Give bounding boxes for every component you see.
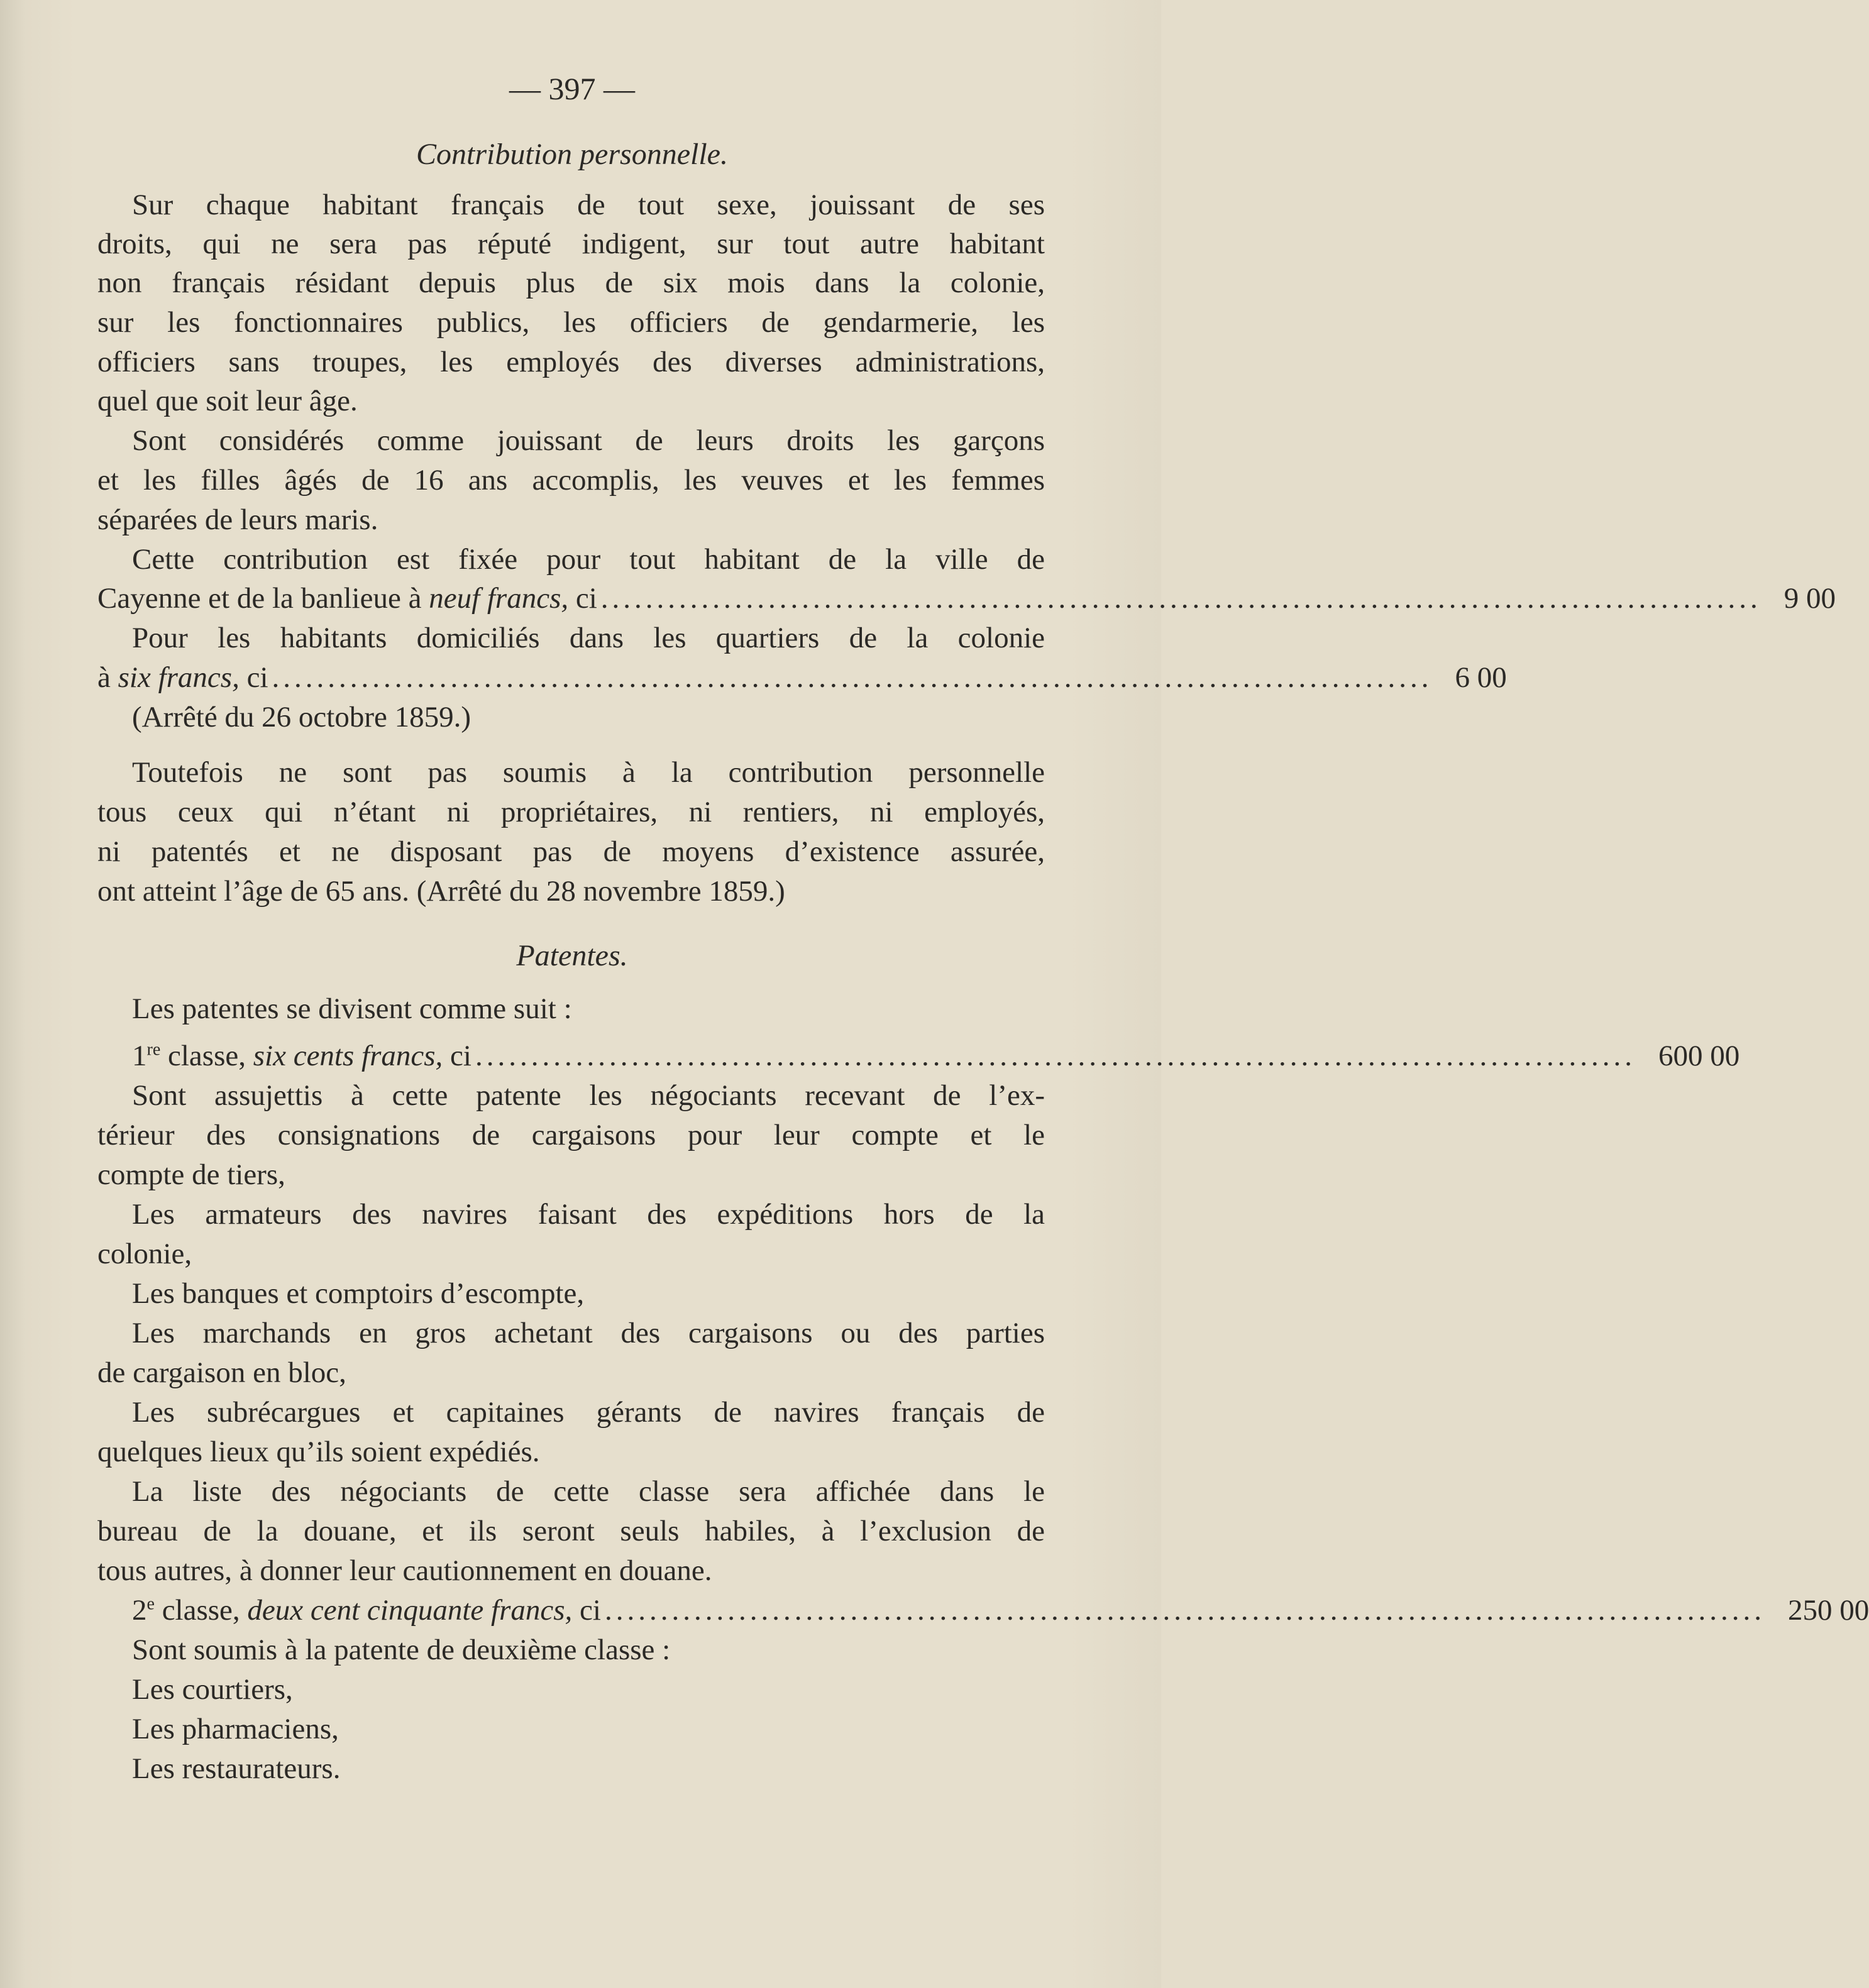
text-line: colonie,	[97, 1238, 192, 1270]
class-superscript: e	[146, 1594, 155, 1614]
text-line: tous autres, à donner leur cautionnement en douane.	[97, 1554, 712, 1587]
text-line: séparées de leurs maris.	[97, 503, 378, 536]
text-line: Pour les habitants domiciliés dans les quartiers de la colonie	[132, 622, 1045, 654]
text-line: compte de tiers,	[97, 1158, 285, 1191]
amount-italic: deux cent cinquante francs,	[247, 1594, 573, 1627]
text-line: Les subrécargues et capitaines gérants de navires français de	[132, 1396, 1045, 1429]
text-line: Les armateurs des navires faisant des expéditions hors de la	[132, 1198, 1045, 1231]
class-number: 2	[132, 1594, 147, 1627]
text-line: quel que soit leur âge.	[97, 385, 358, 417]
leader-dots: ........................................................................................................	[604, 1594, 1765, 1627]
decree-reference: (Arrêté du 26 octobre 1859.)	[132, 701, 471, 733]
ci-label: ci	[572, 1594, 601, 1627]
text-line: Sont soumis à la patente de deuxième classe :	[132, 1634, 671, 1666]
text-line: ni patentés et ne disposant pas de moyens d’existence assurée,	[97, 835, 1045, 868]
text-line: non français résidant depuis plus de six mois dans la colonie,	[97, 266, 1045, 299]
amount-italic: six cents francs,	[253, 1040, 443, 1072]
text-line: et les filles âgés de 16 ans accomplis, les veuves et les femmes	[97, 464, 1045, 497]
section-title-contribution: Contribution personnelle.	[416, 138, 728, 171]
tariff-line-classe-2	[132, 1591, 1869, 1629]
text-line: térieur des consignations de cargaisons pour leur compte et le	[97, 1119, 1045, 1151]
text-line: Les marchands en gros achetant des cargaisons ou des parties	[132, 1317, 1045, 1349]
ci-label: ci	[568, 582, 597, 615]
leader-dots: ........................................................................................................	[272, 661, 1433, 694]
text-line: officiers sans troupes, les employés des diverses administrations,	[97, 346, 1045, 378]
text-span: à	[97, 661, 118, 694]
text-line: tous ceux qui n’étant ni propriétaires, ni rentiers, ni employés,	[97, 796, 1045, 828]
ci-label: ci	[443, 1040, 471, 1072]
tariff-value: 9 00	[1784, 582, 1836, 615]
class-superscript: re	[146, 1040, 161, 1060]
text-line: sur les fonctionnaires publics, les officiers de gendarmerie, les	[97, 306, 1045, 339]
text-line: ont atteint l’âge de 65 ans. (Arrêté du 28 novembre 1859.)	[97, 875, 785, 908]
tariff-value: 600 00	[1658, 1040, 1740, 1072]
tariff-line-ville	[97, 579, 1836, 617]
text-line: Sur chaque habitant français de tout sexe, jouissant de ses	[132, 189, 1045, 221]
text-line: Sont considérés comme jouissant de leurs droits les garçons	[132, 424, 1045, 457]
text-line: La liste des négociants de cette classe sera affichée dans le	[132, 1475, 1045, 1508]
ci-label: ci	[239, 661, 268, 694]
leader-dots: ........................................................................................................	[600, 582, 1761, 615]
page-number: — 397 —	[509, 71, 635, 106]
text-line: Les patentes se divisent comme suit :	[132, 992, 572, 1025]
text-span: Cayenne et de la banlieue à	[97, 582, 429, 615]
tariff-line-classe-1	[132, 1037, 1740, 1075]
section-title-patentes: Patentes.	[516, 939, 628, 972]
tariff-line-quartiers	[97, 659, 1507, 696]
text-line: Les restaurateurs.	[132, 1752, 341, 1785]
class-number: 1	[132, 1040, 147, 1072]
amount-italic: neuf francs,	[429, 582, 569, 615]
text-line: droits, qui ne sera pas réputé indigent, sur tout autre habitant	[97, 228, 1045, 260]
text-line: bureau de la douane, et ils seront seuls habiles, à l’exclusion de	[97, 1515, 1045, 1547]
tariff-value: 250 00	[1787, 1594, 1869, 1627]
tariff-value: 6 00	[1455, 661, 1507, 694]
leader-dots: ........................................................................................................	[475, 1040, 1636, 1072]
text-line: Les pharmaciens,	[132, 1713, 339, 1745]
text-span: classe,	[154, 1594, 248, 1627]
text-line: de cargaison en bloc,	[97, 1356, 346, 1389]
text-line: Les courtiers,	[132, 1673, 293, 1706]
text-line: Sont assujettis à cette patente les négociants recevant de l’ex-	[132, 1079, 1045, 1112]
text-span: classe,	[160, 1040, 253, 1072]
amount-italic: six francs,	[118, 661, 240, 694]
text-line: quelques lieux qu’ils soient expédiés.	[97, 1436, 540, 1468]
text-line: Cette contribution est fixée pour tout habitant de la ville de	[132, 543, 1045, 576]
text-line: Toutefois ne sont pas soumis à la contribution personnelle	[132, 756, 1045, 789]
text-line: Les banques et comptoirs d’escompte,	[132, 1277, 585, 1310]
